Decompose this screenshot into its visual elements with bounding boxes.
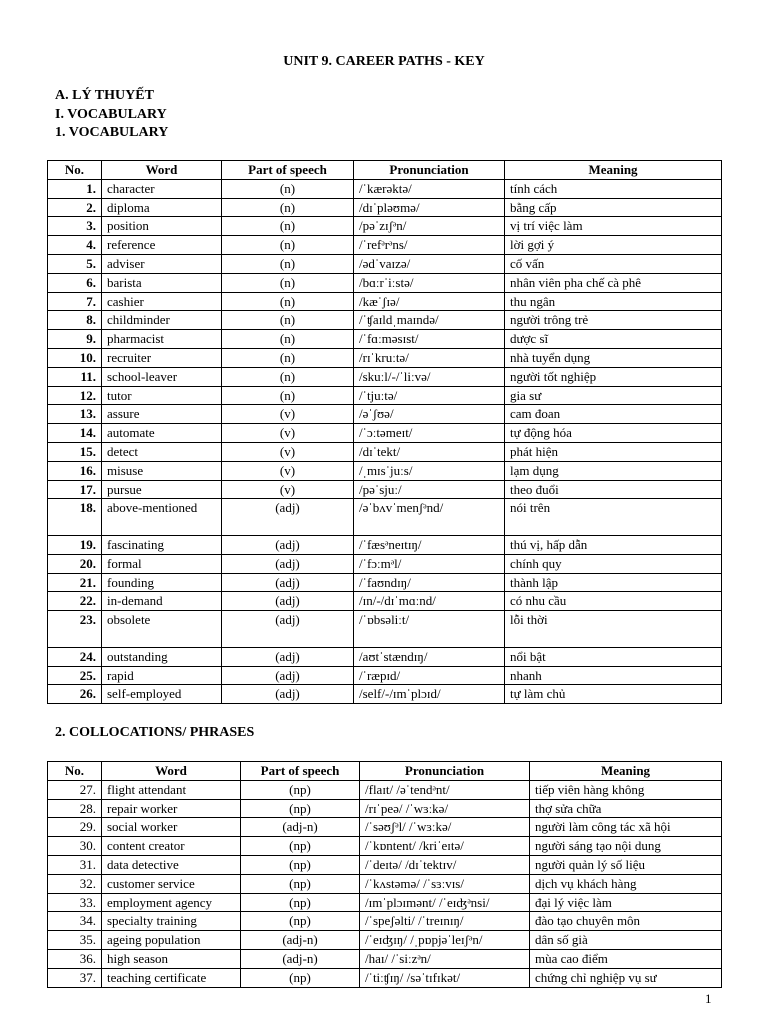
cell-meaning: dược sĩ	[505, 330, 722, 349]
cell-pronunciation: /ˈeɪʤɪŋ/ /ˌpɒpjəˈleɪʃᵊn/	[360, 931, 530, 950]
table-row	[48, 424, 722, 443]
cell-pronunciation: /ɪmˈplɔɪmənt/ /ˈeɪʤᵊnsi/	[360, 893, 530, 912]
table-row	[48, 499, 722, 536]
cell-part-of-speech: (v)	[222, 461, 354, 480]
cell-part-of-speech: (v)	[222, 424, 354, 443]
heading-theory: A. LÝ THUYẾT	[55, 88, 154, 103]
cell-no: 26.	[48, 685, 102, 704]
cell-no: 18.	[48, 499, 102, 536]
cell-word: content creator	[102, 837, 241, 856]
cell-pronunciation: /ˈɒbsəliːt/	[354, 611, 505, 648]
col-header-no: No.	[48, 161, 102, 180]
cell-part-of-speech: (n)	[222, 236, 354, 255]
cell-meaning: thành lập	[505, 573, 722, 592]
cell-word: above-mentioned	[102, 499, 222, 536]
cell-meaning: mùa cao điểm	[530, 949, 722, 968]
cell-part-of-speech: (adj)	[222, 554, 354, 573]
col-header-pronunciation: Pronunciation	[354, 161, 505, 180]
cell-part-of-speech: (n)	[222, 386, 354, 405]
table-row	[48, 554, 722, 573]
cell-word: diploma	[102, 198, 222, 217]
cell-meaning: người tốt nghiệp	[505, 367, 722, 386]
table-row	[48, 780, 722, 799]
table-row	[48, 799, 722, 818]
cell-word: adviser	[102, 254, 222, 273]
cell-word: pharmacist	[102, 330, 222, 349]
cell-no: 28.	[48, 799, 102, 818]
col-header-meaning: Meaning	[530, 762, 722, 781]
cell-meaning: người sáng tạo nội dung	[530, 837, 722, 856]
cell-part-of-speech: (adj)	[222, 647, 354, 666]
cell-part-of-speech: (np)	[241, 799, 360, 818]
table-row	[48, 573, 722, 592]
cell-word: school-leaver	[102, 367, 222, 386]
cell-no: 14.	[48, 424, 102, 443]
cell-no: 10.	[48, 348, 102, 367]
cell-part-of-speech: (n)	[222, 348, 354, 367]
cell-meaning: bằng cấp	[505, 198, 722, 217]
cell-no: 37.	[48, 968, 102, 987]
cell-meaning: tự động hóa	[505, 424, 722, 443]
cell-meaning: chứng chỉ nghiệp vụ sư	[530, 968, 722, 987]
cell-meaning: người làm công tác xã hội	[530, 818, 722, 837]
page-number: 1	[705, 991, 712, 1006]
cell-pronunciation: /rɪˈkruːtə/	[354, 348, 505, 367]
cell-part-of-speech: (adj)	[222, 592, 354, 611]
cell-pronunciation: /ˈræpɪd/	[354, 666, 505, 685]
cell-part-of-speech: (adj)	[222, 666, 354, 685]
table-row	[48, 273, 722, 292]
table-header-row	[48, 161, 722, 180]
cell-no: 17.	[48, 480, 102, 499]
cell-word: formal	[102, 554, 222, 573]
cell-meaning: chính quy	[505, 554, 722, 573]
table-row	[48, 292, 722, 311]
cell-no: 15.	[48, 442, 102, 461]
cell-pronunciation: /ˈtjuːtə/	[354, 386, 505, 405]
cell-no: 30.	[48, 837, 102, 856]
cell-word: detect	[102, 442, 222, 461]
table-row	[48, 254, 722, 273]
cell-part-of-speech: (adj-n)	[241, 931, 360, 950]
cell-part-of-speech: (adj)	[222, 573, 354, 592]
table-row	[48, 311, 722, 330]
table-row	[48, 931, 722, 950]
heading-vocabulary: I. VOCABULARY	[55, 106, 167, 122]
cell-no: 4.	[48, 236, 102, 255]
cell-meaning: nhanh	[505, 666, 722, 685]
cell-pronunciation: /pəˈzɪʃᵊn/	[354, 217, 505, 236]
cell-pronunciation: /ˈrefᵊrᵊns/	[354, 236, 505, 255]
cell-pronunciation: /dɪˈpləʊmə/	[354, 198, 505, 217]
cell-part-of-speech: (adj)	[222, 499, 354, 536]
cell-part-of-speech: (v)	[222, 442, 354, 461]
cell-part-of-speech: (np)	[241, 874, 360, 893]
table-header-row	[48, 762, 722, 781]
cell-no: 22.	[48, 592, 102, 611]
cell-word: childminder	[102, 311, 222, 330]
cell-no: 34.	[48, 912, 102, 931]
cell-meaning: phát hiện	[505, 442, 722, 461]
cell-word: teaching certificate	[102, 968, 241, 987]
cell-no: 2.	[48, 198, 102, 217]
cell-no: 24.	[48, 647, 102, 666]
table-row	[48, 818, 722, 837]
cell-meaning: nói trên	[505, 499, 722, 536]
cell-word: outstanding	[102, 647, 222, 666]
cell-pronunciation: /ɪn/-/dɪˈmɑːnd/	[354, 592, 505, 611]
cell-pronunciation: /pəˈsjuː/	[354, 480, 505, 499]
cell-word: pursue	[102, 480, 222, 499]
cell-pronunciation: /aʊtˈstændɪŋ/	[354, 647, 505, 666]
cell-no: 9.	[48, 330, 102, 349]
cell-part-of-speech: (np)	[241, 855, 360, 874]
cell-pronunciation: /ˈspeʃəlti/ /ˈtreɪnɪŋ/	[360, 912, 530, 931]
cell-meaning: gia sư	[505, 386, 722, 405]
cell-no: 6.	[48, 273, 102, 292]
table-row	[48, 893, 722, 912]
cell-word: rapid	[102, 666, 222, 685]
cell-word: character	[102, 179, 222, 198]
cell-part-of-speech: (n)	[222, 330, 354, 349]
cell-pronunciation: /ˈkɒntent/ /kriˈeɪtə/	[360, 837, 530, 856]
cell-pronunciation: /əˈʃʊə/	[354, 405, 505, 424]
cell-part-of-speech: (np)	[241, 968, 360, 987]
cell-no: 5.	[48, 254, 102, 273]
cell-part-of-speech: (adj-n)	[241, 818, 360, 837]
cell-pronunciation: /ˈɔːtəmeɪt/	[354, 424, 505, 443]
cell-meaning: vị trí việc làm	[505, 217, 722, 236]
cell-pronunciation: /kæˈʃɪə/	[354, 292, 505, 311]
cell-word: flight attendant	[102, 780, 241, 799]
cell-pronunciation: /skuːl/-/ˈliːvə/	[354, 367, 505, 386]
cell-word: ageing population	[102, 931, 241, 950]
cell-no: 11.	[48, 367, 102, 386]
cell-no: 25.	[48, 666, 102, 685]
col-header-no: No.	[48, 762, 102, 781]
cell-pronunciation: /ˈkærəktə/	[354, 179, 505, 198]
section-headings	[55, 87, 168, 143]
table-row	[48, 480, 722, 499]
col-header-word: Word	[102, 161, 222, 180]
cell-part-of-speech: (n)	[222, 179, 354, 198]
cell-no: 21.	[48, 573, 102, 592]
vocabulary-table	[47, 160, 722, 704]
cell-pronunciation: /self/-/ɪmˈplɔɪd/	[354, 685, 505, 704]
table-row	[48, 949, 722, 968]
table-row	[48, 685, 722, 704]
document-title: UNIT 9. CAREER PATHS - KEY	[283, 54, 485, 69]
cell-no: 12.	[48, 386, 102, 405]
cell-part-of-speech: (n)	[222, 367, 354, 386]
cell-no: 7.	[48, 292, 102, 311]
cell-no: 36.	[48, 949, 102, 968]
cell-pronunciation: /ˈsəʊʃᵊl/ /ˈwɜːkə/	[360, 818, 530, 837]
cell-part-of-speech: (adj)	[222, 685, 354, 704]
cell-word: obsolete	[102, 611, 222, 648]
cell-no: 20.	[48, 554, 102, 573]
cell-meaning: người trông trẻ	[505, 311, 722, 330]
cell-word: barista	[102, 273, 222, 292]
cell-pronunciation: /ˈʧaɪldˌmaɪndə/	[354, 311, 505, 330]
table-row	[48, 405, 722, 424]
cell-meaning: thu ngân	[505, 292, 722, 311]
table-row	[48, 217, 722, 236]
collocations-table-body	[48, 780, 722, 987]
collocations-heading: 2. COLLOCATIONS/ PHRASES	[55, 725, 255, 740]
cell-word: automate	[102, 424, 222, 443]
cell-meaning: dịch vụ khách hàng	[530, 874, 722, 893]
cell-meaning: cam đoan	[505, 405, 722, 424]
col-header-part-of-speech: Part of speech	[241, 762, 360, 781]
cell-no: 23.	[48, 611, 102, 648]
table-row	[48, 367, 722, 386]
table-row	[48, 535, 722, 554]
cell-word: position	[102, 217, 222, 236]
cell-no: 35.	[48, 931, 102, 950]
cell-meaning: cố vấn	[505, 254, 722, 273]
cell-no: 27.	[48, 780, 102, 799]
cell-part-of-speech: (n)	[222, 217, 354, 236]
cell-pronunciation: /əˈbʌvˈmenʃᵊnd/	[354, 499, 505, 536]
cell-pronunciation: /ˈfɔːmᵊl/	[354, 554, 505, 573]
table-row	[48, 647, 722, 666]
collocations-table	[47, 761, 722, 988]
cell-part-of-speech: (v)	[222, 480, 354, 499]
cell-meaning: nhân viên pha chế cà phê	[505, 273, 722, 292]
cell-meaning: có nhu cầu	[505, 592, 722, 611]
cell-meaning: đào tạo chuyên môn	[530, 912, 722, 931]
table-row	[48, 442, 722, 461]
cell-meaning: lời gợi ý	[505, 236, 722, 255]
cell-meaning: thú vị, hấp dẫn	[505, 535, 722, 554]
cell-part-of-speech: (np)	[241, 837, 360, 856]
cell-pronunciation: /haɪ/ /ˈsiːzᵊn/	[360, 949, 530, 968]
cell-word: specialty training	[102, 912, 241, 931]
cell-no: 8.	[48, 311, 102, 330]
cell-word: in-demand	[102, 592, 222, 611]
col-header-word: Word	[102, 762, 241, 781]
cell-meaning: lỗi thời	[505, 611, 722, 648]
cell-meaning: lạm dụng	[505, 461, 722, 480]
cell-part-of-speech: (n)	[222, 198, 354, 217]
cell-pronunciation: /ˈkʌstəmə/ /ˈsɜːvɪs/	[360, 874, 530, 893]
cell-word: customer service	[102, 874, 241, 893]
cell-part-of-speech: (adj-n)	[241, 949, 360, 968]
cell-meaning: đại lý việc làm	[530, 893, 722, 912]
cell-word: founding	[102, 573, 222, 592]
cell-word: tutor	[102, 386, 222, 405]
cell-meaning: theo đuổi	[505, 480, 722, 499]
cell-word: assure	[102, 405, 222, 424]
table-row	[48, 348, 722, 367]
cell-word: data detective	[102, 855, 241, 874]
cell-no: 1.	[48, 179, 102, 198]
cell-meaning: nhà tuyển dụng	[505, 348, 722, 367]
cell-pronunciation: /ədˈvaɪzə/	[354, 254, 505, 273]
cell-no: 3.	[48, 217, 102, 236]
table-row	[48, 912, 722, 931]
cell-pronunciation: /bɑːrˈiːstə/	[354, 273, 505, 292]
table-row	[48, 198, 722, 217]
cell-word: self-employed	[102, 685, 222, 704]
cell-part-of-speech: (adj)	[222, 535, 354, 554]
col-header-part-of-speech: Part of speech	[222, 161, 354, 180]
cell-pronunciation: /ˈfæsᵊneɪtɪŋ/	[354, 535, 505, 554]
cell-word: cashier	[102, 292, 222, 311]
cell-part-of-speech: (n)	[222, 311, 354, 330]
table-row	[48, 386, 722, 405]
table-row	[48, 837, 722, 856]
cell-meaning: tiếp viên hàng không	[530, 780, 722, 799]
cell-part-of-speech: (np)	[241, 893, 360, 912]
table-row	[48, 330, 722, 349]
cell-no: 33.	[48, 893, 102, 912]
cell-meaning: tính cách	[505, 179, 722, 198]
vocabulary-table-body	[48, 179, 722, 703]
col-header-meaning: Meaning	[505, 161, 722, 180]
cell-pronunciation: /ˈtiːʧɪŋ/ /səˈtɪfɪkət/	[360, 968, 530, 987]
cell-part-of-speech: (n)	[222, 254, 354, 273]
cell-part-of-speech: (v)	[222, 405, 354, 424]
cell-part-of-speech: (np)	[241, 780, 360, 799]
cell-no: 16.	[48, 461, 102, 480]
table-row	[48, 592, 722, 611]
table-row	[48, 179, 722, 198]
table-row	[48, 666, 722, 685]
table-row	[48, 236, 722, 255]
table-row	[48, 461, 722, 480]
cell-part-of-speech: (adj)	[222, 611, 354, 648]
cell-part-of-speech: (n)	[222, 292, 354, 311]
cell-word: employment agency	[102, 893, 241, 912]
table-row	[48, 874, 722, 893]
cell-meaning: nổi bật	[505, 647, 722, 666]
cell-no: 31.	[48, 855, 102, 874]
cell-part-of-speech: (np)	[241, 912, 360, 931]
cell-meaning: dân số già	[530, 931, 722, 950]
cell-pronunciation: /ˌmɪsˈjuːs/	[354, 461, 505, 480]
cell-meaning: thợ sửa chữa	[530, 799, 722, 818]
cell-pronunciation: /rɪˈpeə/ /ˈwɜːkə/	[360, 799, 530, 818]
cell-no: 29.	[48, 818, 102, 837]
cell-pronunciation: /ˈdeɪtə/ /dɪˈtektɪv/	[360, 855, 530, 874]
cell-meaning: người quản lý số liệu	[530, 855, 722, 874]
cell-meaning: tự làm chủ	[505, 685, 722, 704]
cell-word: high season	[102, 949, 241, 968]
cell-pronunciation: /ˈfaʊndɪŋ/	[354, 573, 505, 592]
cell-part-of-speech: (n)	[222, 273, 354, 292]
cell-no: 13.	[48, 405, 102, 424]
cell-pronunciation: /dɪˈtekt/	[354, 442, 505, 461]
table-row	[48, 611, 722, 648]
cell-word: social worker	[102, 818, 241, 837]
cell-word: recruiter	[102, 348, 222, 367]
col-header-pronunciation: Pronunciation	[360, 762, 530, 781]
heading-vocabulary-list: 1. VOCABULARY	[55, 125, 169, 140]
cell-pronunciation: /flaɪt/ /əˈtendᵊnt/	[360, 780, 530, 799]
cell-word: fascinating	[102, 535, 222, 554]
cell-word: repair worker	[102, 799, 241, 818]
table-row	[48, 855, 722, 874]
cell-word: misuse	[102, 461, 222, 480]
cell-word: reference	[102, 236, 222, 255]
cell-pronunciation: /ˈfɑːməsɪst/	[354, 330, 505, 349]
table-row	[48, 968, 722, 987]
cell-no: 32.	[48, 874, 102, 893]
cell-no: 19.	[48, 535, 102, 554]
